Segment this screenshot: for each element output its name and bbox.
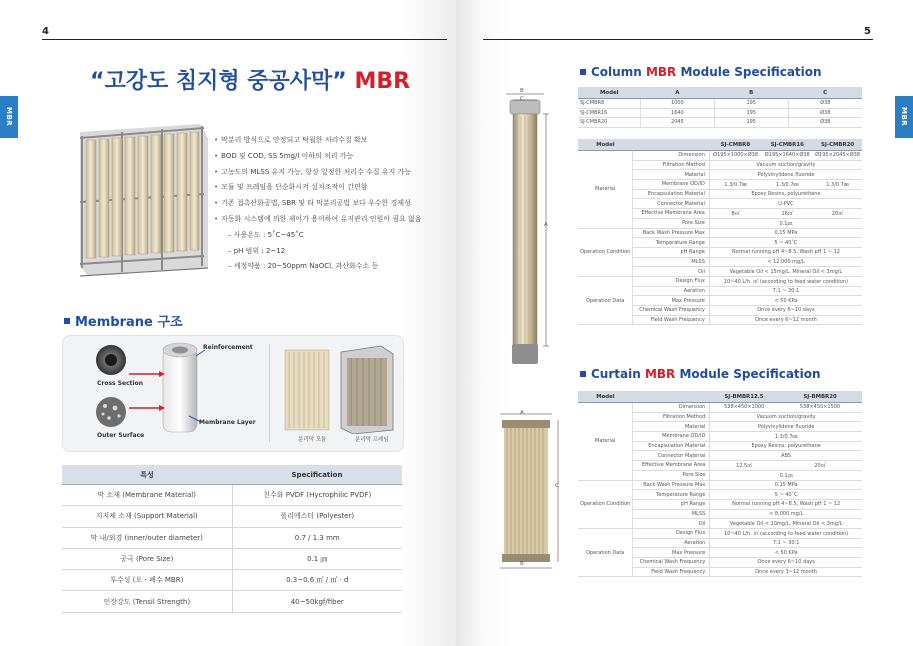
membrane-spec-table: [62, 465, 402, 613]
table-cell: SJ-CMBR16: [578, 108, 640, 118]
column-module-diagram: [496, 82, 566, 368]
table-cell: Vegetable Oil < 10mg/L, Mineral Oil < 3mg/L: [710, 519, 862, 529]
table-row: [62, 527, 402, 548]
table-cell: < 50 KPa: [709, 296, 862, 306]
feature-list: [214, 133, 422, 275]
table-cell: Max Pressure: [633, 548, 710, 558]
table-cell: 195: [714, 108, 788, 118]
table-cell: 0.1 ㎛: [232, 548, 402, 569]
table-cell: Effective Membrane Area: [633, 209, 710, 219]
table-cell: 지지체 소재 (Support Material): [62, 506, 232, 527]
dimension-label-b: B: [520, 88, 524, 94]
column-header: [633, 391, 710, 403]
table-cell: Oil: [633, 519, 710, 529]
page-number: 4: [42, 26, 49, 37]
dimension-label-c: C: [520, 96, 524, 102]
table-cell: Encapsulation Material: [633, 441, 710, 451]
table-cell: 10~40 L/h. ㎡ (according to feed water condition): [710, 528, 862, 538]
table-cell: SJ-CMBR8: [578, 99, 640, 109]
table-cell: 20㎡: [778, 461, 862, 471]
table-cell: Material: [633, 170, 710, 180]
table-cell: < 8,000 mg/L: [710, 509, 862, 519]
table-cell: 7:1 ~ 30:1: [710, 538, 862, 548]
table-cell: Epoxy Resins, polyurethene: [709, 189, 862, 199]
table-cell: 투수성 (오・폐수 MBR): [62, 570, 232, 591]
table-cell: 0.15 MPa: [709, 228, 862, 238]
table-cell: 0.7 / 1.3 mm: [232, 527, 402, 548]
table-cell: 5 ~ 40˚C: [709, 238, 862, 248]
table-cell: 195: [714, 118, 788, 128]
list-subitem: – 사용온도 : 5˚C~45˚C: [228, 230, 304, 239]
table-row: [62, 548, 402, 569]
table-row: [578, 151, 862, 161]
table-cell: Once every 6~10 days: [710, 558, 862, 568]
column-header: SJ-CMBR8: [709, 139, 761, 151]
table-cell: 0.1㎛: [709, 218, 862, 228]
table-cell: 0.15 MPa: [710, 480, 862, 490]
table-cell: Membrane OD/ID: [633, 432, 710, 442]
page-title: “고강도 침지형 중공사막” MBR: [90, 69, 411, 94]
table-cell: Temperature Range: [633, 238, 710, 248]
table-cell: Connector Material: [633, 199, 710, 209]
table-cell: 인장강도 (Tensil Strength): [62, 591, 232, 612]
column-header: SJ-CMBR20: [813, 139, 862, 151]
column-header: Model: [578, 139, 633, 151]
column-header: Model: [578, 87, 640, 99]
table-cell: 538×450×1500: [778, 403, 862, 413]
table-cell: Encapsulation Material: [633, 189, 710, 199]
heading-square-icon: [64, 318, 70, 324]
table-cell: Once every 6~12 month: [709, 315, 862, 325]
column-dimension-table: [578, 87, 862, 128]
table-cell: Ø195×1000×Ø38: [709, 151, 761, 161]
table-cell: Material: [578, 403, 633, 481]
reinforcement-label: Reinforcement: [203, 344, 253, 351]
table-cell: 12.5㎡: [710, 461, 778, 471]
table-row: [62, 506, 402, 527]
table-cell: Polyvinylidene fluoride: [709, 170, 862, 180]
table-cell: Max Pressure: [633, 296, 710, 306]
table-row: [578, 276, 862, 286]
membrane-structure-illustration: [63, 336, 269, 451]
list-item: • 기존 접촉산화공법, SBR 및 타 막분리공법 보다 우수한 경제성: [214, 199, 411, 208]
table-cell: Operation Data: [578, 276, 633, 324]
table-cell: Temperature Range: [633, 490, 710, 500]
table-row: [578, 228, 862, 238]
column-header: Model: [578, 391, 633, 403]
table-cell: Dimension: [633, 151, 710, 161]
table-cell: 1640: [640, 108, 714, 118]
table-cell: Chemical Wash Frequency: [633, 306, 710, 316]
membrane-diagram: [62, 335, 404, 452]
table-cell: U-PVC: [709, 199, 862, 209]
dimension-label-c: C: [555, 483, 559, 489]
table-cell: Ø38: [788, 118, 862, 128]
column-spec-table: [578, 139, 862, 325]
table-cell: Design Flux: [633, 528, 710, 538]
table-cell: Back Wash Pressure Max: [633, 480, 710, 490]
membrane-heading: Membrane 구조: [64, 311, 183, 330]
curtain-spec-table: [578, 391, 862, 577]
table-cell: 폴리에스터 (Polyester): [232, 506, 402, 527]
table-cell: Once every 6~10 days: [709, 306, 862, 316]
page-number: 5: [864, 26, 871, 37]
column-header: SJ-CMBR16: [761, 139, 813, 151]
list-subitem: – 세정약품 : 20~50ppm NaOCl, 과산화수소 등: [228, 262, 379, 271]
table-cell: Field Wash Frequency: [633, 315, 710, 325]
membrane-layer-label: Membrane Layer: [199, 419, 256, 426]
table-cell: Vacuum suction/gravity: [709, 160, 862, 170]
table-cell: Vegetable Oil < 15mg/L, Mineral Oil < 3mg/L: [709, 267, 862, 277]
table-cell: 195: [714, 99, 788, 109]
table-cell: Design Flux: [633, 276, 710, 286]
diagram-divider: [269, 344, 270, 442]
table-cell: < 12,000 mg/L: [709, 257, 862, 267]
table-cell: pH Range: [633, 499, 710, 509]
table-cell: Vacuum suction/gravity: [710, 412, 862, 422]
table-cell: 8㎡: [709, 209, 761, 219]
module-frame-photos: [281, 344, 396, 434]
list-item: • 고농도의 MLSS 유지 가능, 항상 일정한 처리수 수질 유지 가능: [214, 167, 411, 176]
table-cell: Operation Condition: [578, 480, 633, 528]
table-cell: 공극 (Pore Size): [62, 548, 232, 569]
table-cell: Once every 3~12 month: [710, 567, 862, 577]
table-cell: Filtration Method: [633, 412, 710, 422]
column-header: 특성: [62, 465, 232, 485]
table-header-row: [578, 87, 862, 99]
header-rule: [483, 39, 873, 40]
table-cell: 1000: [640, 99, 714, 109]
table-cell: Operation Condition: [578, 228, 633, 276]
table-cell: 7:1 ~ 30:1: [709, 286, 862, 296]
table-cell: Pore Size: [633, 470, 710, 480]
outer-surface-label: Outer Surface: [97, 432, 145, 439]
curtain-module-diagram: [496, 408, 572, 574]
list-item: • BOD 및 COD, SS 5mg/l 이하의 처리 가능: [214, 151, 354, 160]
table-row: [62, 485, 402, 506]
table-header-row: [62, 465, 402, 485]
column-header: SJ-BMBR12.5: [710, 391, 778, 403]
table-header-row: [578, 139, 862, 151]
table-cell: SJ-CMBR20: [578, 118, 640, 128]
table-cell: 20㎡: [813, 209, 862, 219]
table-cell: 1.3/0.7㎜: [710, 432, 862, 442]
module-caption: 분리막 모듈: [298, 437, 327, 443]
table-cell: 1.3/0.7㎜: [813, 180, 862, 190]
frame-caption: 분리막 프레임: [355, 437, 389, 443]
table-cell: Epoxy Resins, polyurethene: [710, 441, 862, 451]
table-cell: Polyvinylidene fluoride: [710, 422, 862, 432]
side-tab: MBR: [0, 96, 18, 138]
table-cell: Ø195×1640×Ø38: [761, 151, 813, 161]
column-module-heading: Column MBR Module Specification: [580, 65, 822, 79]
header-rule: [42, 39, 447, 40]
side-tab: MBR: [895, 96, 913, 138]
column-header: Specification: [232, 465, 402, 485]
table-cell: Material: [633, 422, 710, 432]
table-cell: Chemical Wash Frequency: [633, 558, 710, 568]
heading-square-icon: [580, 69, 586, 75]
column-header: SJ-BMBR20: [778, 391, 862, 403]
table-cell: Back Wash Pressure Max: [633, 228, 710, 238]
dimension-label-a: A: [520, 410, 524, 416]
table-cell: MLSS: [633, 257, 710, 267]
table-cell: Aeration: [633, 286, 710, 296]
dimension-label-a: A: [544, 222, 548, 228]
table-cell: Connector Material: [633, 451, 710, 461]
cross-section-label: Cross Section: [97, 380, 143, 387]
column-header: A: [640, 87, 714, 99]
table-cell: Pore Size: [633, 218, 710, 228]
table-row: [578, 108, 862, 118]
table-row: [578, 528, 862, 538]
dimension-label-b: B: [520, 561, 524, 567]
table-cell: Effective Membrane Area: [633, 461, 710, 471]
table-cell: 16㎡: [761, 209, 813, 219]
table-cell: MLSS: [633, 509, 710, 519]
table-cell: 막 내/외경 (inner/outer diameter): [62, 527, 232, 548]
table-cell: pH Range: [633, 247, 710, 257]
list-subitem: – pH 범위 : 2~12: [228, 246, 286, 255]
table-cell: 0.1㎛: [710, 470, 862, 480]
table-cell: Normal running pH 4~8.5, Wash pH 1 ~ 12: [709, 247, 862, 257]
column-header: C: [788, 87, 862, 99]
list-item: • 막분리 방식으로 안정되고 탁월한 처리수질 확보: [214, 136, 368, 144]
table-cell: 5 ~ 40˚C: [710, 490, 862, 500]
table-cell: ABS: [710, 451, 862, 461]
table-cell: Membrane OD/ID: [633, 180, 710, 190]
table-cell: < 50 KPa: [710, 548, 862, 558]
table-cell: 10~40 L/h. ㎡ (according to feed water condition): [709, 276, 862, 286]
table-cell: Ø38: [788, 99, 862, 109]
table-cell: Ø195×2045×Ø38: [815, 152, 860, 159]
table-cell: Normal running pH 4~8.5, Wash pH 1 ~ 12: [710, 499, 862, 509]
table-cell: 친수화 PVDF (Hycrophilic PVDF): [232, 485, 402, 506]
table-row: [578, 99, 862, 109]
table-cell: Ø38: [788, 108, 862, 118]
table-cell: Dimension: [633, 403, 710, 413]
table-row: [62, 570, 402, 591]
table-cell: Field Wash Frequency: [633, 567, 710, 577]
table-cell: Operation Data: [578, 528, 633, 576]
table-row: [578, 480, 862, 490]
table-cell: 0.3~0.6 ㎥ / ㎡ · d: [232, 570, 402, 591]
table-cell: Oil: [633, 267, 710, 277]
table-cell: Aeration: [633, 538, 710, 548]
mbr-frame-photo: [62, 118, 210, 278]
list-item: • 모듈 및 프레임을 단순화시켜 설치조작이 간편함: [214, 183, 368, 192]
table-cell: 1.3/0.7㎜: [709, 180, 761, 190]
table-row: [578, 118, 862, 128]
table-cell: 40~50kgf/fiber: [232, 591, 402, 612]
left-page: [0, 0, 456, 646]
table-cell: Filtration Method: [633, 160, 710, 170]
table-cell: 2045: [640, 118, 714, 128]
heading-square-icon: [580, 371, 586, 377]
table-cell: 538×450×1000: [710, 403, 778, 413]
table-cell: Material: [578, 151, 633, 229]
curtain-module-heading: Curtain MBR Module Specification: [580, 367, 821, 381]
table-row: [62, 591, 402, 612]
table-cell: 막 소재 (Membrane Material): [62, 485, 232, 506]
list-item: • 자동화 시스템에 의한 제어가 용이하여 유지관리 인원이 필요 없음: [214, 214, 422, 223]
right-page: [456, 0, 913, 646]
table-header-row: [578, 391, 862, 403]
table-cell: 1.3/0.7㎜: [761, 180, 813, 190]
table-row: [578, 403, 862, 413]
column-header: [633, 139, 710, 151]
column-header: B: [714, 87, 788, 99]
